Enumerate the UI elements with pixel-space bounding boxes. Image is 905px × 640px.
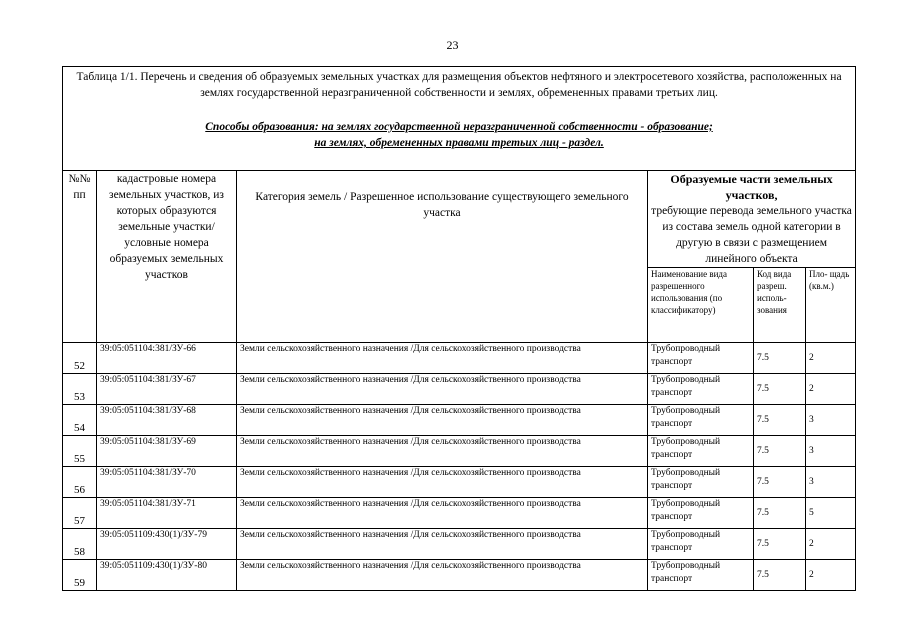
header-formed-parts (648, 171, 856, 268)
table-row (63, 529, 856, 560)
table-row (63, 436, 856, 467)
row-area: 3 (806, 405, 856, 436)
row-use-code: 7.5 (754, 467, 806, 498)
land-plots-table (62, 66, 856, 591)
row-cadastral-number: 39:05:051104:381/ЗУ-66 (97, 343, 237, 374)
row-permitted-use: Трубопроводный транспорт (648, 498, 754, 529)
row-cadastral-number: 39:05:051109:430(1)/ЗУ-80 (97, 560, 237, 591)
row-use-code: 7.5 (754, 374, 806, 405)
row-area: 2 (806, 343, 856, 374)
row-number: 55 (63, 436, 97, 467)
subheader-area: Пло- щадь (кв.м.) (806, 268, 856, 343)
header-formed-parts-bold: Образуемые части земельных участков, (670, 172, 833, 202)
row-use-code: 7.5 (754, 498, 806, 529)
row-use-code: 7.5 (754, 343, 806, 374)
row-number: 57 (63, 498, 97, 529)
table-row (63, 405, 856, 436)
header-cadastral: кадастровые номера земельных участков, из которых образуются земельные участки/ условные номера образуемых земельных участков (97, 171, 237, 343)
row-area: 2 (806, 374, 856, 405)
row-permitted-use: Трубопроводный транспорт (648, 405, 754, 436)
row-use-code: 7.5 (754, 405, 806, 436)
row-area: 2 (806, 529, 856, 560)
row-cadastral-number: 39:05:051104:381/ЗУ-69 (97, 436, 237, 467)
row-number: 52 (63, 343, 97, 374)
row-permitted-use: Трубопроводный транспорт (648, 529, 754, 560)
header-category: Категория земель / Разрешенное использование существующего земельного участка (237, 171, 648, 343)
row-number: 59 (63, 560, 97, 591)
table-row (63, 374, 856, 405)
table-caption (63, 67, 856, 171)
row-area: 3 (806, 467, 856, 498)
row-number: 53 (63, 374, 97, 405)
table-row (63, 343, 856, 374)
row-permitted-use: Трубопроводный транспорт (648, 374, 754, 405)
row-land-category: Земли сельскохозяйственного назначения /Для сельскохозяйственного производства (237, 467, 648, 498)
row-land-category: Земли сельскохозяйственного назначения /Для сельскохозяйственного производства (237, 436, 648, 467)
methods-line-1: Способы образования: на землях государственной неразграниченной собственности - образование; (205, 121, 713, 133)
row-cadastral-number: 39:05:051104:381/ЗУ-67 (97, 374, 237, 405)
row-land-category: Земли сельскохозяйственного назначения /Для сельскохозяйственного производства (237, 343, 648, 374)
page-number: 23 (446, 38, 459, 52)
row-number: 58 (63, 529, 97, 560)
row-land-category: Земли сельскохозяйственного назначения /Для сельскохозяйственного производства (237, 498, 648, 529)
caption-row (63, 67, 856, 171)
row-use-code: 7.5 (754, 529, 806, 560)
row-land-category: Земли сельскохозяйственного назначения /Для сельскохозяйственного производства (237, 529, 648, 560)
row-land-category: Земли сельскохозяйственного назначения /Для сельскохозяйственного производства (237, 405, 648, 436)
subheader-use-code: Код вида разреш. исполь- зования (754, 268, 806, 343)
row-permitted-use: Трубопроводный транспорт (648, 560, 754, 591)
header-formed-parts-text: требующие перевода земельного участка из состава земель одной категории в другую в связи с размещением линейного объекта (651, 205, 852, 265)
row-cadastral-number: 39:05:051104:381/ЗУ-70 (97, 467, 237, 498)
row-number: 54 (63, 405, 97, 436)
row-permitted-use: Трубопроводный транспорт (648, 436, 754, 467)
header-row (63, 171, 856, 268)
formation-methods (66, 119, 852, 151)
caption-text: Таблица 1/1. Перечень и сведения об образуемых земельных участках для размещения объектов нефтяного и электросетевого хозяйства, расположенных на землях государственной неразграниченной собственности и землях, обремененных правами третьих лиц. (76, 71, 842, 99)
table-row (63, 560, 856, 591)
row-cadastral-number: 39:05:051104:381/ЗУ-71 (97, 498, 237, 529)
row-permitted-use: Трубопроводный транспорт (648, 467, 754, 498)
row-land-category: Земли сельскохозяйственного назначения /Для сельскохозяйственного производства (237, 374, 648, 405)
table-row (63, 498, 856, 529)
subheader-use-name: Наименование вида разрешенного использования (по классификатору) (648, 268, 754, 343)
row-area: 5 (806, 498, 856, 529)
methods-line-2: на землях, обремененных правами третьих лиц - раздел. (314, 137, 604, 149)
row-use-code: 7.5 (754, 436, 806, 467)
row-number: 56 (63, 467, 97, 498)
row-land-category: Земли сельскохозяйственного назначения /Для сельскохозяйственного производства (237, 560, 648, 591)
header-number: №№ пп (63, 171, 97, 343)
table-row (63, 467, 856, 498)
row-permitted-use: Трубопроводный транспорт (648, 343, 754, 374)
row-area: 2 (806, 560, 856, 591)
row-area: 3 (806, 436, 856, 467)
row-cadastral-number: 39:05:051109:430(1)/ЗУ-79 (97, 529, 237, 560)
row-use-code: 7.5 (754, 560, 806, 591)
row-cadastral-number: 39:05:051104:381/ЗУ-68 (97, 405, 237, 436)
